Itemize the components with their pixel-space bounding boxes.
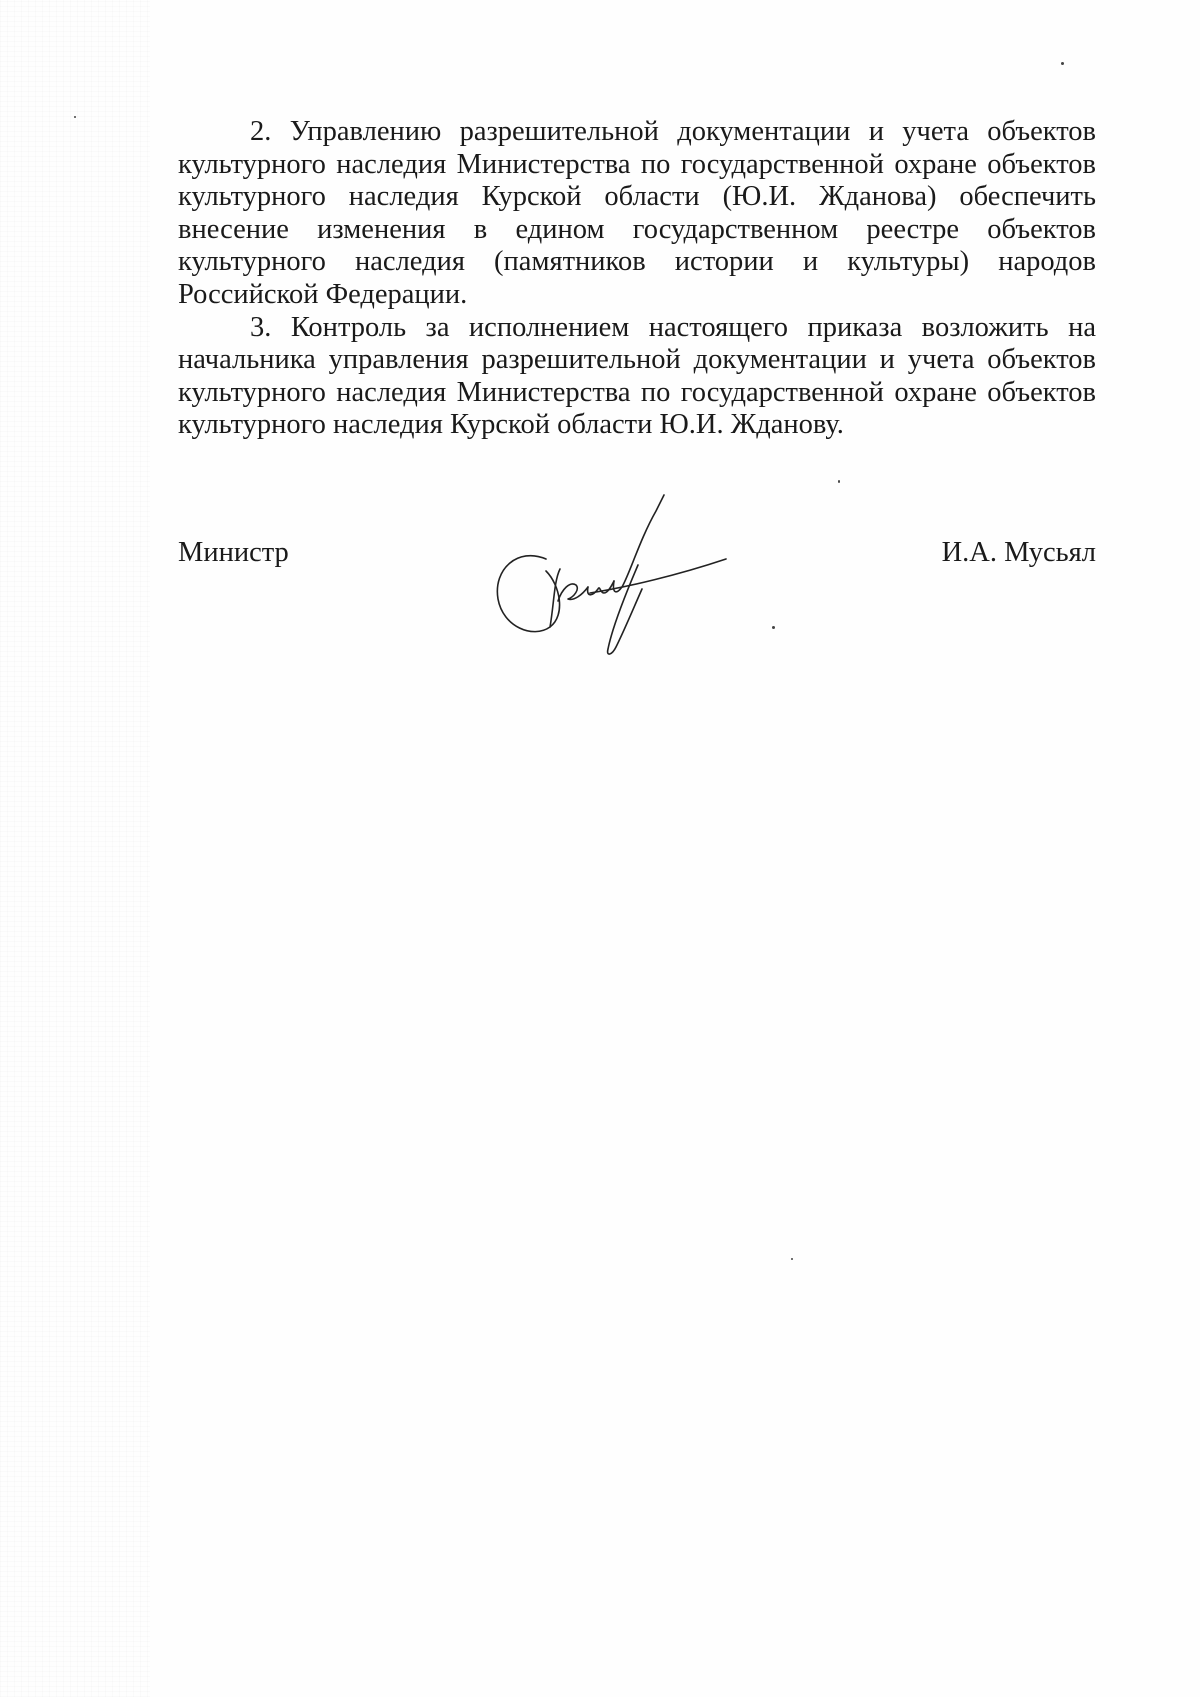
document-body (178, 116, 1096, 442)
signatory-title: Министр (178, 537, 289, 568)
paragraph-3: 3. Контроль за исполнением настоящего приказа возложить на начальника управления разрешительной документации и учета объектов культурного наследия Министерства по государственной охране объектов культурного наследия Курской области Ю.И. Жданову. (178, 311, 1096, 441)
scan-speck (1061, 62, 1064, 65)
paragraph-2: 2. Управлению разрешительной документации и учета объектов культурного наследия Министерства по государственной охране объектов культурного наследия Курской области (Ю.И. Жданова) обеспечить внесение изменения в едином государственном реестре объектов культурного наследия (памятников истории и культуры) народов Российской Федерации. (178, 116, 1096, 310)
scan-speck (791, 1258, 793, 1260)
signatory-name: И.А. Мусьял (941, 537, 1096, 568)
scan-speck (838, 480, 840, 483)
scan-speck (74, 116, 76, 118)
handwritten-signature (488, 489, 748, 664)
scan-noise-edge (0, 0, 150, 1697)
signature-block (178, 537, 1096, 677)
scan-speck (772, 626, 775, 629)
